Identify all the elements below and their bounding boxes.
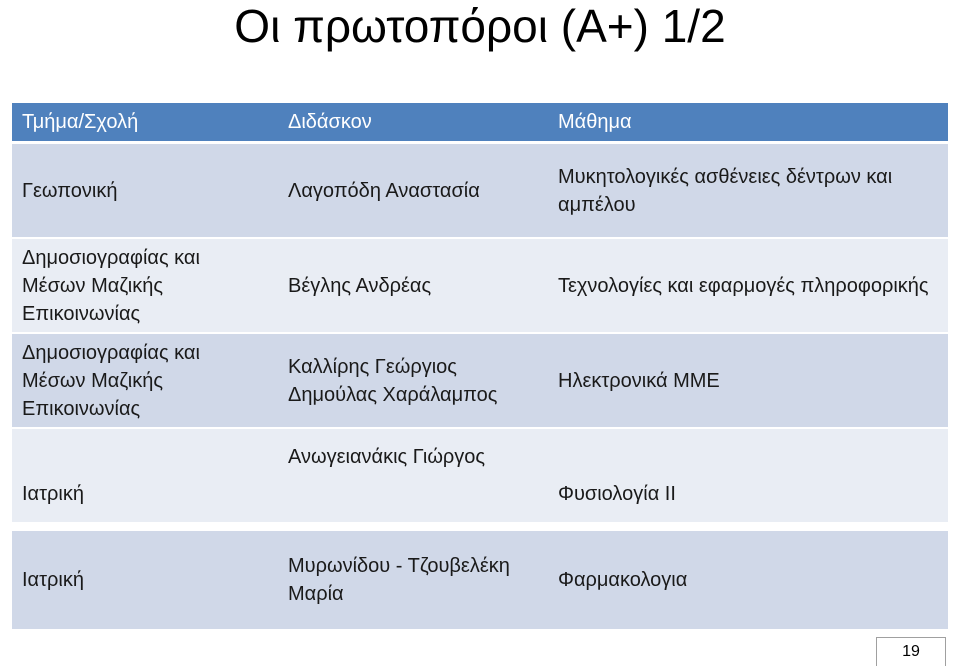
table-header-row — [12, 103, 948, 144]
header-instructor: Διδάσκον — [278, 103, 548, 144]
cell-department: Ιατρική — [22, 569, 84, 591]
cell-instructor: Λαγοπόδη Αναστασία — [278, 144, 548, 239]
pioneers-table — [12, 103, 948, 524]
table-row — [12, 334, 948, 429]
page-number: 19 — [876, 637, 946, 666]
cell-department: Γεωπονική — [12, 144, 278, 239]
cell-instructor: Βέγλης Ανδρέας — [278, 239, 548, 334]
cell-department: Ιατρική — [12, 429, 278, 524]
cell-instructor: Καλλίρης Γεώργιος Δημούλας Χαράλαμπος — [278, 334, 548, 429]
cell-course: Μυκητολογικές ασθένειες δέντρων και αμπέλου — [548, 144, 948, 239]
cell-department: Δημοσιογραφίας και Μέσων Μαζικής Επικοινωνίας — [12, 239, 278, 334]
header-department: Τμήμα/Σχολή — [12, 103, 278, 144]
header-course: Μάθημα — [548, 103, 948, 144]
cell-course: Τεχνολογίες και εφαρμογές πληροφορικής — [548, 239, 948, 334]
table-row — [12, 144, 948, 239]
table-row-last — [12, 531, 948, 629]
cell-instructor: Μυρωνίδου - Τζουβελέκη Μαρία — [288, 555, 510, 605]
table-row — [12, 239, 948, 334]
slide-title: Οι πρωτοπόροι (Α+) 1/2 — [234, 0, 726, 52]
cell-course: Φαρμακολογια — [558, 569, 688, 591]
table-row — [12, 429, 948, 524]
cell-course: Φυσιολογία ΙΙ — [548, 429, 948, 524]
cell-course: Ηλεκτρονικά ΜΜΕ — [548, 334, 948, 429]
cell-department: Δημοσιογραφίας και Μέσων Μαζικής Επικοινωνίας — [12, 334, 278, 429]
cell-instructor: Ανωγειανάκις Γιώργος — [278, 429, 548, 524]
